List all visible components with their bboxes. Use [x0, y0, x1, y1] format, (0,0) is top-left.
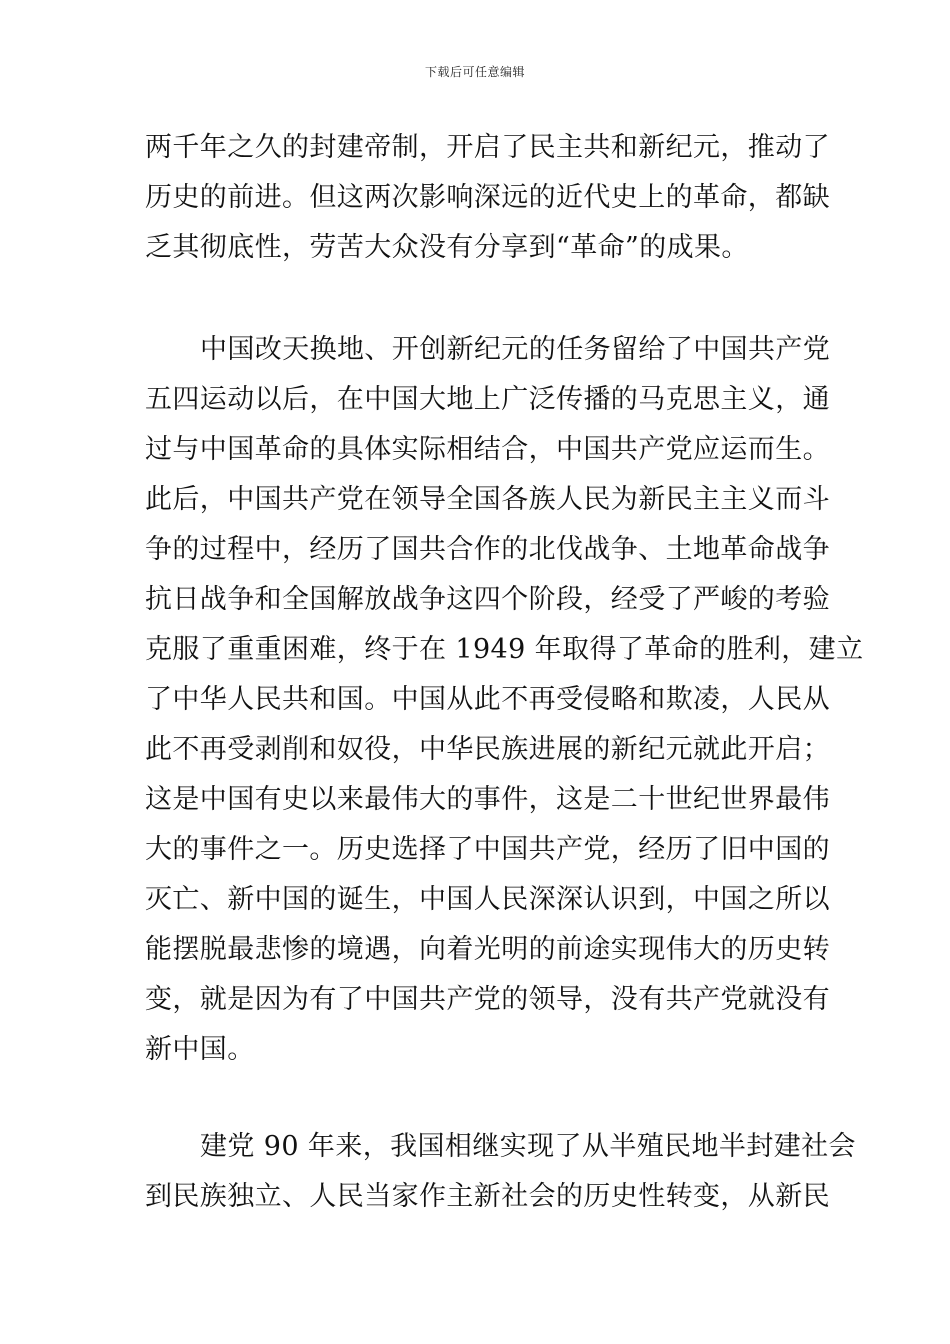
text-line: 这是中国有史以来最伟大的事件，这是二十世纪世界最伟	[145, 784, 830, 815]
text-line: 克服了重重困难，终于在 1949 年取得了革命的胜利，建立	[145, 634, 864, 665]
text-line: 过与中国革命的具体实际相结合，中国共产党应运而生。	[145, 434, 830, 465]
text-line: 新中国。	[145, 1034, 255, 1065]
text-line: 此后，中国共产党在领导全国各族人民为新民主主义而斗	[145, 484, 830, 515]
text-line: 建党 90 年来，我国相继实现了从半殖民地半封建社会	[200, 1131, 856, 1162]
text-line: 乏其彻底性，劳苦大众没有分享到“革命”的成果。	[145, 232, 749, 263]
text-line: 争的过程中，经历了国共合作的北伐战争、土地革命战争	[145, 534, 830, 565]
paragraph-1	[145, 123, 830, 273]
text-line: 历史的前进。但这两次影响深远的近代史上的革命，都缺	[145, 182, 830, 213]
text-line: 大的事件之一。历史选择了中国共产党，经历了旧中国的	[145, 834, 830, 865]
text-line: 到民族独立、人民当家作主新社会的历史性转变，从新民	[145, 1181, 830, 1212]
text-line: 了中华人民共和国。中国从此不再受侵略和欺凌，人民从	[145, 684, 830, 715]
text-line: 抗日战争和全国解放战争这四个阶段，经受了严峻的考验	[145, 584, 830, 615]
text-line: 中国改天换地、开创新纪元的任务留给了中国共产党	[200, 334, 831, 365]
page-header: 下载后可任意编辑	[424, 65, 525, 79]
text-line: 五四运动以后，在中国大地上广泛传播的马克思主义，通	[145, 384, 830, 415]
text-line: 此不再受剥削和奴役，中华民族进展的新纪元就此开启；	[145, 734, 830, 765]
text-line: 灭亡、新中国的诞生，中国人民深深认识到，中国之所以	[145, 884, 830, 915]
paragraph-2	[145, 325, 864, 1075]
text-line: 两千年之久的封建帝制，开启了民主共和新纪元，推动了	[145, 132, 830, 163]
paragraph-3	[145, 1122, 856, 1222]
text-line: 能摆脱最悲惨的境遇，向着光明的前途实现伟大的历史转	[145, 934, 830, 965]
text-line: 变，就是因为有了中国共产党的领导，没有共产党就没有	[145, 984, 830, 1015]
